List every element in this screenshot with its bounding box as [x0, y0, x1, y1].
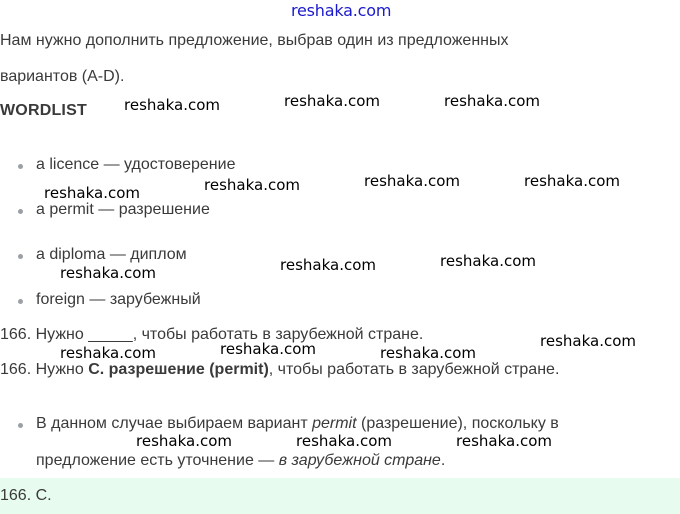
- watermark: reshaka.com: [60, 344, 156, 362]
- watermark: reshaka.com: [284, 92, 380, 110]
- explanation-text: (разрешение), поскольку в: [356, 415, 559, 432]
- bullet-icon: [18, 423, 23, 428]
- wordlist-item: a permit — разрешение: [36, 201, 210, 218]
- explanation-italic: permit: [312, 415, 357, 432]
- wordlist-item: a diploma — диплом: [36, 246, 187, 263]
- question: 166. Нужно _____, чтобы работать в зарубежной стране.: [0, 326, 424, 343]
- watermark: reshaka.com: [136, 432, 232, 450]
- explanation-italic: в зарубежной стране: [278, 452, 441, 469]
- watermark: reshaka.com: [456, 432, 552, 450]
- watermark: reshaka.com: [540, 332, 636, 350]
- final-answer-bar: [0, 478, 680, 514]
- explanation-line-2: [36, 452, 445, 470]
- watermark: reshaka.com: [364, 172, 460, 190]
- wordlist-item: a licence — удостоверение: [36, 156, 236, 173]
- intro-line-2: вариантов (A-D).: [0, 68, 125, 85]
- watermark: reshaka.com: [440, 252, 536, 270]
- watermark: reshaka.com: [380, 344, 476, 362]
- watermark: reshaka.com: [220, 340, 316, 358]
- watermark: reshaka.com: [444, 92, 540, 110]
- watermark: reshaka.com: [296, 432, 392, 450]
- final-answer: 166. C.: [0, 487, 52, 504]
- bullet-icon: [18, 209, 23, 214]
- watermark: reshaka.com: [524, 172, 620, 190]
- wordlist-item: foreign — зарубежный: [36, 291, 201, 308]
- watermark: reshaka.com: [44, 184, 140, 202]
- bullet-icon: [18, 254, 23, 259]
- explanation-text: .: [440, 452, 446, 469]
- watermark: reshaka.com: [204, 176, 300, 194]
- answer-bold: C. разрешение (permit): [88, 361, 269, 378]
- watermark: reshaka.com: [124, 96, 220, 114]
- wordlist-heading: WORDLIST: [0, 102, 87, 119]
- watermark: reshaka.com: [280, 256, 376, 274]
- answer-prefix: 166. Нужно: [0, 361, 89, 378]
- explanation-line-1: [36, 415, 559, 433]
- explanation-text: В данном случае выбираем вариант: [36, 415, 313, 432]
- bullet-icon: [18, 164, 23, 169]
- answer-sentence: [0, 361, 559, 379]
- watermark-top: reshaka.com: [291, 1, 392, 20]
- bullet-icon: [18, 299, 23, 304]
- explanation-text: предложение есть уточнение —: [36, 452, 279, 469]
- answer-suffix: , чтобы работать в зарубежной стране.: [268, 361, 560, 378]
- intro-line-1: Нам нужно дополнить предложение, выбрав один из предложенных: [0, 32, 509, 49]
- watermark: reshaka.com: [60, 264, 156, 282]
